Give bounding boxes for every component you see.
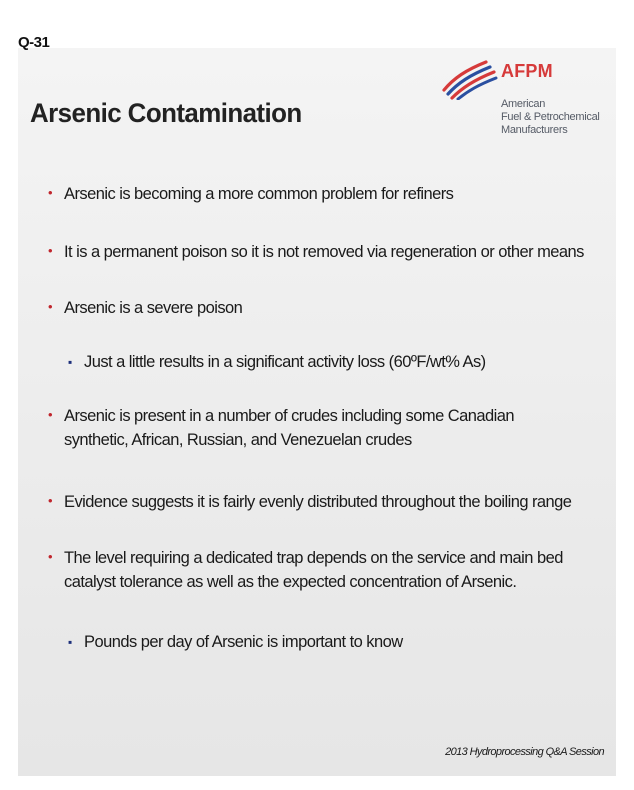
bullet-text: Arsenic is present in a number of crudes including some Canadian synthetic, African, Russian, and Venezuelan crudes — [64, 407, 514, 449]
bullet-item — [48, 404, 578, 452]
bullet-item — [48, 296, 242, 320]
afpm-logo — [440, 50, 610, 160]
footer-text: 2013 Hydroprocessing Q&A Session — [445, 746, 604, 758]
bullet-item — [48, 490, 571, 514]
bullet-text: It is a permanent poison so it is not removed via regeneration or other means — [64, 243, 584, 261]
bullet-text: Arsenic is becoming a more common problem for refiners — [64, 185, 454, 203]
bullet-item — [48, 240, 584, 264]
logo-name: AFPM — [501, 61, 553, 81]
logo-tagline-line: Manufacturers — [501, 124, 568, 136]
logo-tagline-line: American — [501, 98, 546, 110]
bullet-icon: • — [48, 299, 53, 314]
bullet-text: Evidence suggests it is fairly evenly distributed throughout the boiling range — [64, 493, 572, 511]
bullet-icon: • — [48, 493, 53, 508]
bullet-text: Pounds per day of Arsenic is important to know — [84, 633, 403, 651]
question-number: Q-31 — [18, 34, 50, 51]
bullet-icon: • — [48, 407, 53, 422]
bullet-text: Just a little results in a significant activity loss (60ºF/wt% As) — [84, 353, 486, 371]
sub-bullet-icon: ▪ — [68, 355, 72, 369]
logo-tagline — [501, 98, 611, 137]
sub-bullet-item — [48, 350, 486, 374]
slide-title: Arsenic Contamination — [30, 98, 302, 128]
logo-tagline-line: Fuel & Petrochemical — [501, 111, 600, 123]
sub-bullet-icon: ▪ — [68, 635, 72, 649]
bullet-icon: • — [48, 549, 53, 564]
sub-bullet-item — [48, 630, 403, 654]
bullet-item — [48, 182, 453, 206]
swoosh-logo-icon — [440, 56, 498, 100]
bullet-icon: • — [48, 243, 53, 258]
bullet-text: Arsenic is a severe poison — [64, 299, 243, 317]
bullet-item — [48, 546, 568, 594]
bullet-icon: • — [48, 185, 53, 200]
bullet-text: The level requiring a dedicated trap depends on the service and main bed catalyst tolerance as well as the expected concentration of Arsenic. — [64, 549, 563, 591]
